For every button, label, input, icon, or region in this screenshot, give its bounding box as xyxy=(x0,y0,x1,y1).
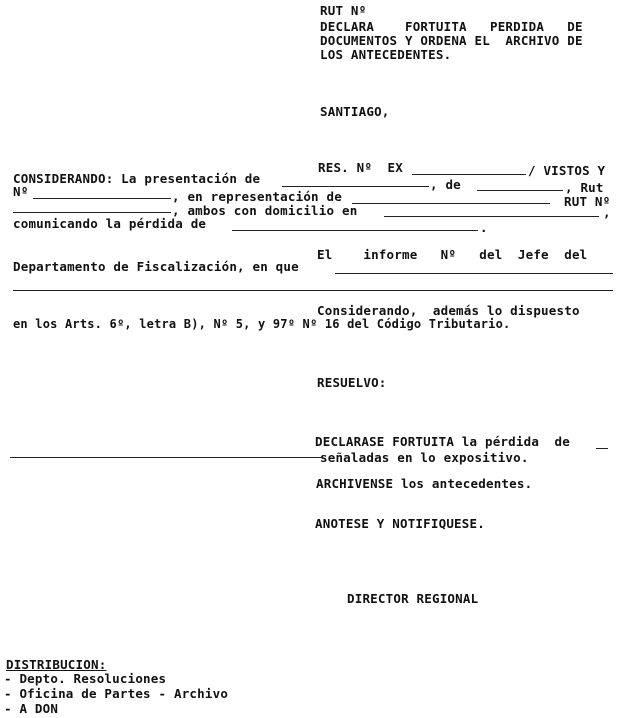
declarase-line-1: DECLARASE FORTUITA la pérdida de xyxy=(315,434,570,449)
rut-label: RUT Nº xyxy=(320,3,367,18)
declarase-blank-left[interactable] xyxy=(10,457,322,458)
distribucion-item-1: - Depto. Resoluciones xyxy=(4,671,167,686)
informe-blank-1[interactable] xyxy=(335,273,613,274)
distribucion-item-2: - Oficina de Partes - Archivo xyxy=(4,686,229,701)
perdida-label: comunicando la pérdida de xyxy=(13,216,207,231)
vistos-label: / VISTOS Y xyxy=(528,163,606,178)
informe-line-2: Departamento de Fiscalización, en que xyxy=(13,259,299,274)
fecha-blank[interactable] xyxy=(477,190,563,191)
place-label: SANTIAGO, xyxy=(320,104,390,119)
informe-line-1: El informe Nº del Jefe del xyxy=(317,247,588,262)
res-number-blank[interactable] xyxy=(412,174,526,175)
domicilio-comma: , xyxy=(603,205,611,220)
informe-blank-2[interactable] xyxy=(13,290,613,291)
no-prefix: Nº xyxy=(13,184,29,199)
res-label: RES. Nº EX xyxy=(318,160,403,175)
subject-line-2: DOCUMENTOS Y ORDENA EL ARCHIVO DE xyxy=(320,33,583,48)
perdida-blank[interactable] xyxy=(232,230,478,231)
representacion-blank[interactable] xyxy=(352,203,550,204)
anotese-label: ANOTESE Y NOTIFIQUESE. xyxy=(315,516,485,531)
director-label: DIRECTOR REGIONAL xyxy=(347,591,479,606)
rut-no-blank[interactable] xyxy=(13,212,171,213)
subject-line-3: LOS ANTECEDENTES. xyxy=(320,47,452,62)
considerando2-line-1: Considerando, además lo dispuesto xyxy=(317,303,580,318)
rut-number-blank[interactable] xyxy=(33,198,171,199)
resuelvo-label: RESUELVO: xyxy=(317,375,387,390)
de-label: , de xyxy=(430,177,461,192)
archivense-label: ARCHIVENSE los antecedentes. xyxy=(316,476,533,491)
rut-inline-label: , Rut xyxy=(565,180,604,195)
presentacion-blank[interactable] xyxy=(282,186,429,187)
representacion-label: , en representación de xyxy=(172,189,342,204)
declarase-line-2: señaladas en lo expositivo. xyxy=(320,450,529,465)
domicilio-blank[interactable] xyxy=(384,216,599,217)
considerando-label: CONSIDERANDO: La presentación de xyxy=(13,171,261,186)
domicilio-label: , ambos con domicilio en xyxy=(172,203,358,218)
perdida-period: . xyxy=(480,220,488,235)
subject-line-1: DECLARA FORTUITA PERDIDA DE xyxy=(320,19,583,34)
declarase-blank-right[interactable] xyxy=(596,448,608,449)
rut-no-label: RUT Nº xyxy=(564,194,611,209)
considerando2-line-2: en los Arts. 6º, letra B), Nº 5, y 97º Nº 16 del Código Tributario. xyxy=(13,317,511,331)
distribucion-title: DISTRIBUCION: xyxy=(6,657,107,672)
distribucion-item-3: - A DON xyxy=(4,701,59,716)
